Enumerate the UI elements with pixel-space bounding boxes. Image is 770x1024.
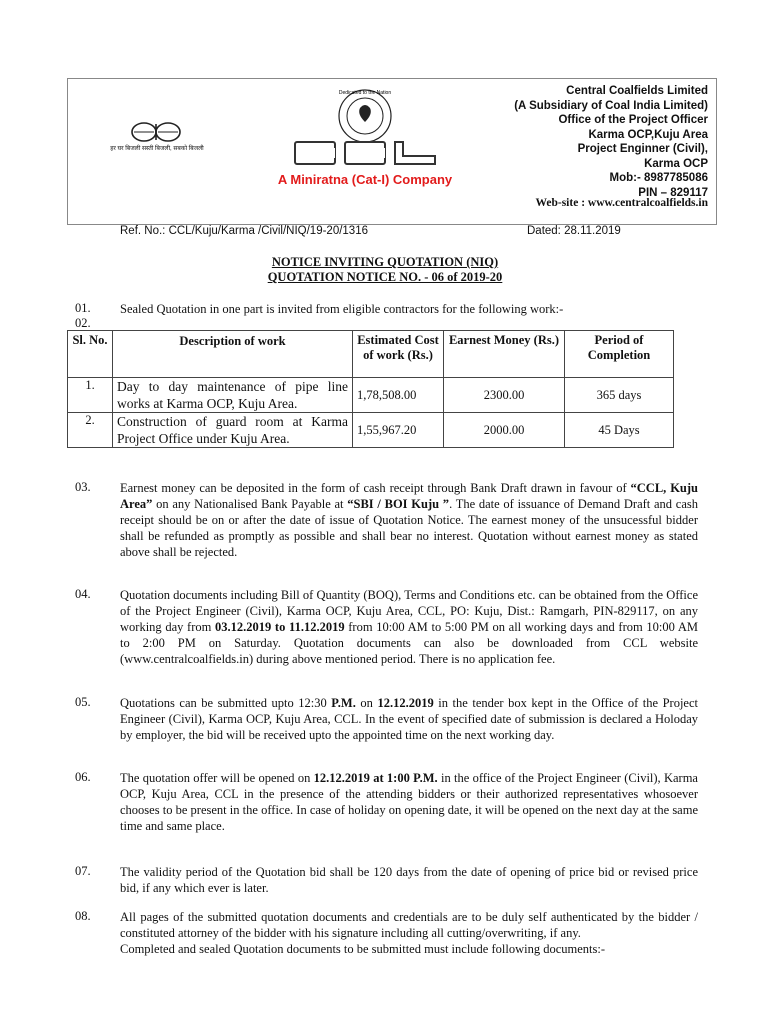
item-03-text: Earnest money can be deposited in the form of cash receipt through Bank Draft drawn in favour of “CCL, Kuju Area” on any Nationalised Bank Payable at “SBI / BOI Kuju ”. The date of issuance of Demand Draft and cash receipt should be on or after the date of issue of Quotation Notice. The earnest money of the unsucessful bidder shall be refunded as promptly as possible and shall bear no interest. Quotation without earnest money as stated above shall be rejected. <box>120 481 698 559</box>
item-01-text: Sealed Quotation in one part is invited from eligible contractors for the following work:- <box>120 302 564 316</box>
company-line: Karma OCP <box>644 157 708 170</box>
notice-title: NOTICE INVITING QUOTATION (NIQ) <box>271 255 499 269</box>
company-line: Central Coalfields Limited <box>566 85 708 97</box>
reference-number: Ref. No.: CCL/Kuju/Karma /Civil/NIQ/19-20/1316 <box>120 225 368 237</box>
notice-number: QUOTATION NOTICE NO. - 06 of 2019-20 <box>267 270 503 284</box>
emblem-caption: हर घर बिजली सस्ती बिजली, सबको बिजली <box>110 146 204 152</box>
company-address <box>514 84 708 200</box>
website: Web-site : www.centralcoalfields.in <box>535 197 708 209</box>
company-line: Karma OCP,Kuju Area <box>588 128 708 141</box>
company-line: PIN – 829117 <box>638 186 708 199</box>
sl-no: 1. <box>68 378 113 413</box>
company-line: Mob:- 8987785086 <box>609 172 708 184</box>
item-number: 04. <box>75 587 91 601</box>
company-line: Project Enginner (Civil), <box>577 143 708 155</box>
item-08-line: Completed and sealed Quotation documents to be submitted must include following documents:- <box>120 942 605 956</box>
sl-no: 2. <box>68 413 113 448</box>
item-06-text: The quotation offer will be opened on 12.12.2019 at 1:00 P.M. in the office of the Project Engineer (Civil), Karma OCP, Kuju Area, CCL in the presence of the attending bidders or their authorized representatives whosoever chooses to be present in the office. In case of holiday on opening date, it will be opened on the next day at the same time and same place. <box>120 771 698 833</box>
item-05-text: Quotations can be submitted upto 12:30 P.M. on 12.12.2019 in the tender box kept in the Office of the Project Engineer (Civil), Karma OCP, Kuju Area, CCL. In the event of specified date of submission is declared a Holoday by employer, the bid will be received upto the appointed time on the next working day. <box>120 696 699 742</box>
works-table <box>67 330 674 448</box>
ccl-logo <box>277 86 453 196</box>
table-header: Period of Completion <box>565 331 674 378</box>
ccl-logo-ring-text: Dedicated to the Nation <box>338 90 392 96</box>
table-header: Estimated Cost of work (Rs.) <box>353 331 444 378</box>
item-number: 02. <box>75 316 91 330</box>
table-header-row <box>68 331 674 378</box>
table-row <box>68 378 674 413</box>
work-description: Construction of guard room at Karma Project Office under Kuju Area. <box>113 413 353 448</box>
earnest-money: 2300.00 <box>444 378 565 413</box>
company-line: (A Subsidiary of Coal India Limited) <box>514 99 708 112</box>
item-number: 03. <box>75 480 91 494</box>
swachh-bharat-logo <box>108 118 204 158</box>
item-07-text: The validity period of the Quotation bid shall be 120 days from the date of opening of price bid or revised price bid, if any which ever is later. <box>120 865 698 895</box>
ccl-tagline: A Miniratna (Cat-I) Company <box>277 172 453 187</box>
date: Dated: 28.11.2019 <box>527 225 621 237</box>
item-08-line: All pages of the submitted quotation documents and credentials are to be duly self authenticated by the bidder / constituted attorney of the bidder with his signature including all cutting/overwriting, if any. <box>120 910 698 940</box>
item-number: 06. <box>75 770 91 784</box>
item-08-text <box>120 909 698 957</box>
earnest-money: 2000.00 <box>444 413 565 448</box>
item-number: 07. <box>75 864 91 878</box>
work-description: Day to day maintenance of pipe line works at Karma OCP, Kuju Area. <box>113 378 353 413</box>
table-row <box>68 413 674 448</box>
estimated-cost: 1,78,508.00 <box>353 378 444 413</box>
period-of-completion: 45 Days <box>565 413 674 448</box>
item-number: 05. <box>75 695 91 709</box>
table-header: Description of work <box>113 331 353 378</box>
company-line: Office of the Project Officer <box>558 114 708 126</box>
item-number: 08. <box>75 909 91 923</box>
item-04-text: Quotation documents including Bill of Quantity (BOQ), Terms and Conditions etc. can be obtained from the Office of the Project Engineer (Civil), Karma OCP, Kuju Area, CCL, PO: Kuju, Dist.: Ramgarh, PIN-829117, on any working day from 03.12.2019 to 11.12.2019 from 10:00 AM to 5:00 PM on all working days and from 10:00 AM to 2:00 PM on Saturday. Quotation documents can also be downloaded from CCL website (www.centralcoalfields.in) during above mentioned period. There is no application fee. <box>120 588 698 666</box>
table-header: Sl. No. <box>68 331 113 378</box>
estimated-cost: 1,55,967.20 <box>353 413 444 448</box>
item-number: 01. <box>75 301 91 315</box>
period-of-completion: 365 days <box>565 378 674 413</box>
table-header: Earnest Money (Rs.) <box>444 331 565 378</box>
